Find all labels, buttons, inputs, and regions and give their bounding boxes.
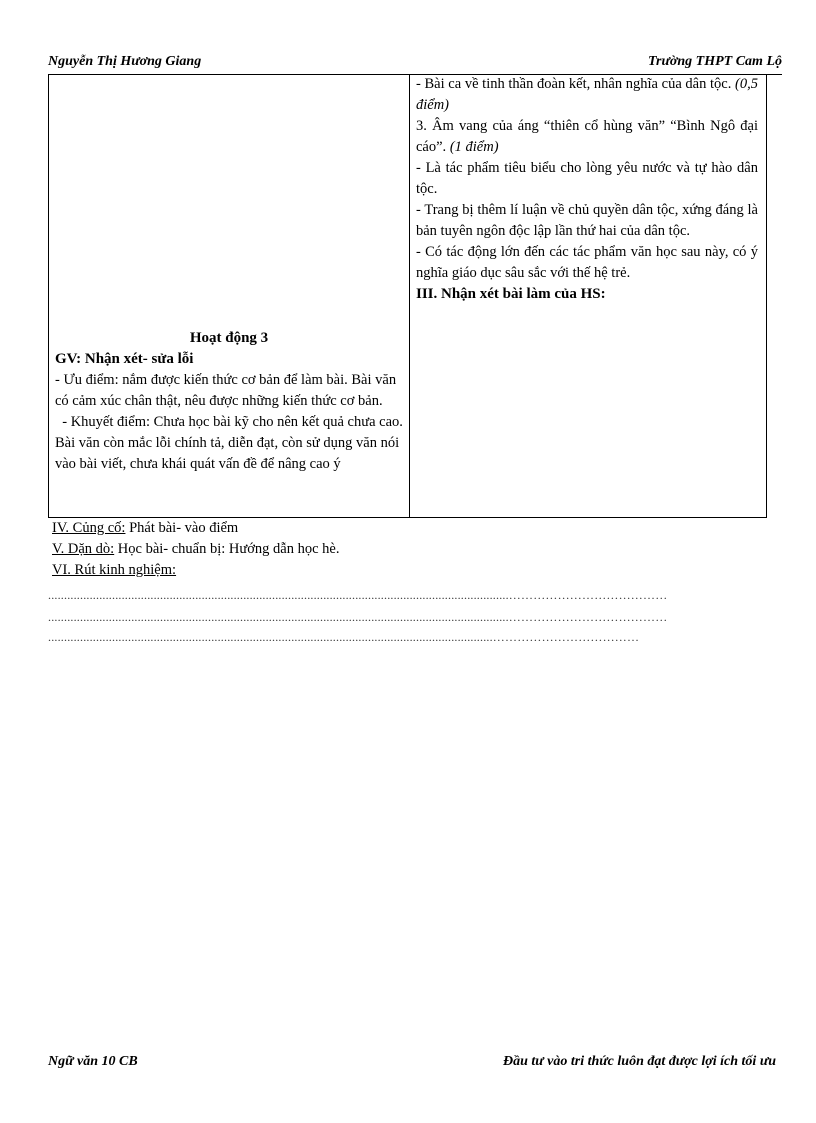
answer-echo-text: 3. Âm vang của áng “thiên cổ hùng văn” “Bình Ngô đại cáo”. [416, 118, 758, 155]
section-iv-label: IV. Củng cố: [52, 520, 126, 536]
footer-subject: Ngữ văn 10 CB [48, 1054, 138, 1069]
section-v [52, 539, 772, 560]
section-v-label: V. Dặn dò: [52, 541, 115, 557]
answer-sovereignty: - Trang bị thêm lí luận về chủ quyền dân tộc, xứng đáng là bản tuyên ngôn độc lập lần thứ hai của dân tộc. [416, 202, 758, 239]
strengths-paragraph: - Ưu điểm: nắm được kiến thức cơ bản để làm bài. Bài văn có cảm xúc chân thật, nêu được những kiến thức cơ bản. [55, 372, 397, 409]
answer-echo-score: (1 điểm) [449, 139, 499, 155]
footer-motto: Đầu tư vào tri thức luôn đạt được lợi ích tối ưu [503, 1054, 776, 1069]
section-vi-label: VI. Rút kinh nghiệm: [52, 562, 177, 578]
dotted-line-2: ................................................................................................................................................………………………………… [48, 610, 668, 624]
dotted-line-1: ................................................................................................................................................………………………………… [48, 588, 668, 602]
lesson-table [48, 74, 767, 518]
page-footer [48, 1054, 776, 1074]
activity-title: Hoạt động 3 [189, 330, 269, 346]
table-left-column [49, 74, 410, 517]
answer-unity [416, 74, 758, 116]
section-vi [52, 560, 772, 581]
section-iv [52, 518, 772, 539]
section-v-text: Học bài- chuẩn bị: Hướng dẫn học hè. [114, 541, 340, 557]
header-author: Nguyễn Thị Hương Giang [48, 54, 202, 69]
closing-sections [52, 518, 772, 581]
header-school: Trường THPT Cam Lộ [648, 54, 782, 69]
page-header [48, 54, 782, 75]
answer-unity-text: - Bài ca về tinh thần đoàn kết, nhân nghĩa của dân tộc. [416, 76, 732, 92]
weaknesses-paragraph: - Khuyết điểm: Chưa học bài kỹ cho nên kết quả chưa cao. Bài văn còn mắc lỗi chính tả, diễn đạt, còn sử dụng văn nói vào bài viết, chưa khái quát vấn đề để nâng cao ý [55, 414, 407, 472]
teacher-feedback-heading: GV: Nhận xét- sửa lỗi [55, 351, 194, 367]
dotted-line-3: ...........................................................................................................................................……………………………… [48, 630, 640, 644]
answer-echo [416, 116, 758, 158]
answer-patriotism: - Là tác phẩm tiêu biểu cho lòng yêu nước và tự hào dân tộc. [416, 160, 758, 197]
activity-3-block [55, 328, 407, 475]
section-iii-heading: III. Nhận xét bài làm của HS: [416, 286, 606, 302]
table-right-column [410, 74, 766, 517]
answer-influence: - Có tác động lớn đến các tác phẩm văn học sau này, có ý nghĩa giáo dục sâu sắc với thế hệ trẻ. [416, 244, 758, 281]
answer-unity-score: (0,5 điểm) [416, 76, 758, 113]
section-iv-text: Phát bài- vào điểm [125, 520, 239, 536]
